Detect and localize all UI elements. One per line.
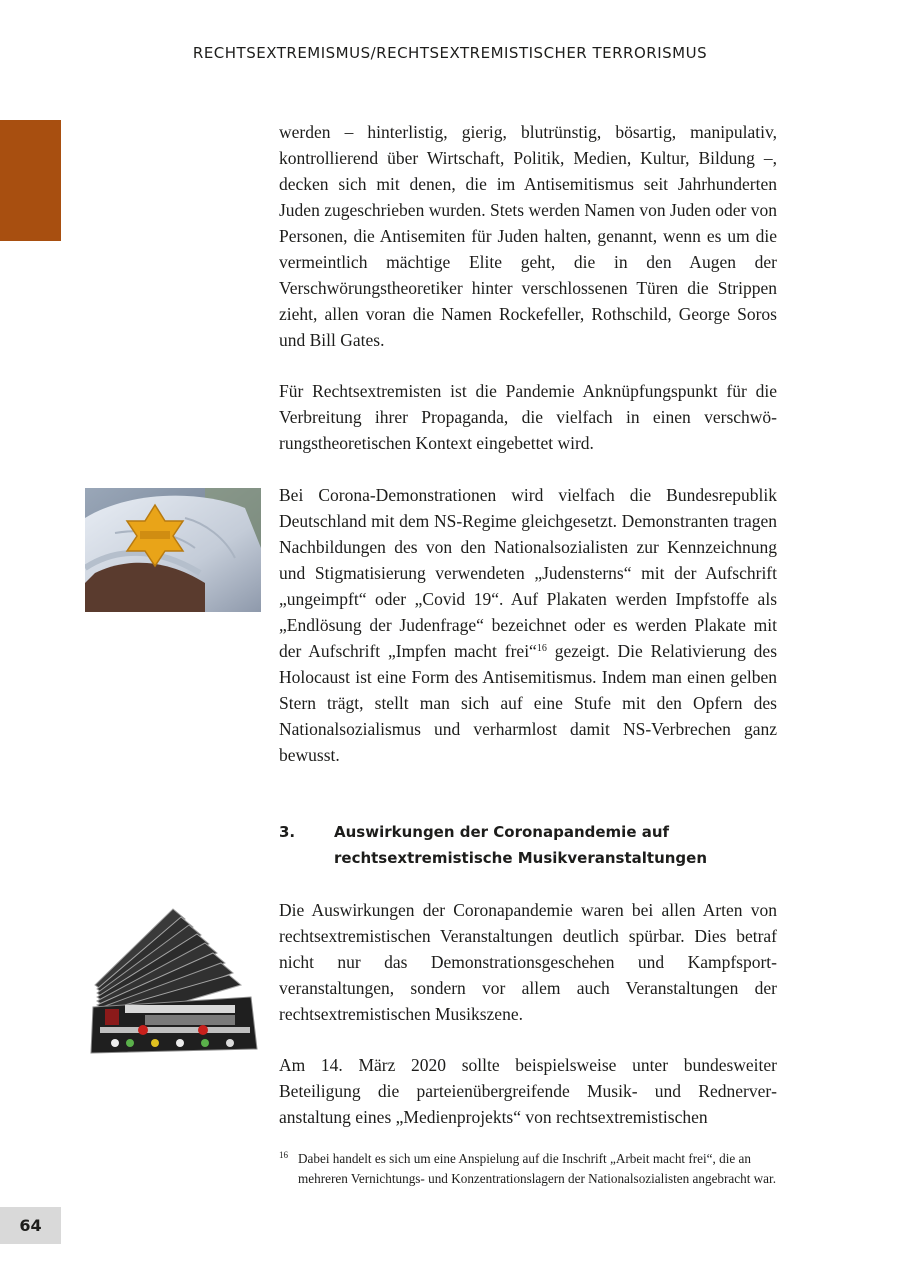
section-title: Auswirkungen der Coronapandemie auf rechtsextremistische Musikveranstaltungen [334,823,708,867]
event-flyers-fan-icon [85,897,261,1057]
paragraph-1: werden – hinterlistig, gierig, blutrünstig, bösartig, manipulativ, kontrollierend über Wirtschaft, Politik, Medien, Kultur, Bildung –, decken sich mit denen, die im Antisemitismus seit Jahrhunderten Juden zugeschrieben wurden. Stets werden Namen von Juden oder von Personen, die Antisemiten für Juden halten, genannt, wenn es um die vermeintlich mächtige Elite geht, die in den Augen der Verschwörungstheoretiker hinter verschlossenen Türen die Strippen zieht, allen voran die Namen Rockefeller, Rothschild, George Soros und Bill Gates. [279,122,777,350]
yellow-star-armband-icon [85,488,261,612]
event-flyers-photo [85,897,261,1057]
paragraph-3 [279,482,777,768]
star-armband-photo [85,488,261,612]
running-head: RECHTSEXTREMISMUS/RECHTSEXTREMISTISCHER TERRORISMUS [192,44,708,62]
footnote-reference[interactable]: 16 [536,643,547,654]
footnote [279,1149,779,1188]
paragraph-4: Die Auswirkungen der Coronapandemie waren bei allen Arten von rechtsextremistischen Veranstaltungen deutlich spürbar. Dies betraf nicht nur das Demonstrationsgeschehen und Kampfsportveranstaltungen, sondern vor allem auch Veranstaltungen der rechtsextremistischen Musikszene. [279,900,777,1024]
footnote-text: Dabei handelt es sich um eine Anspielung auf die Inschrift „Arbeit macht frei“, die an mehreren Vernichtungs- und Konzentrationslagern der Nationalsozialisten angebracht war. [298,1151,776,1186]
chapter-color-tab [0,120,61,241]
paragraph-3-text-a: Bei Corona-Demonstrationen wird vielfach die Bundesrepublik Deutschland mit dem NS-Regime gleichgesetzt. Demonstranten tragen Nachbildungen des von den Nationalsozialisten zur Kennzeichnung und Stigmatisierung verwendeten „Judensterns“ mit der Aufschrift „ungeimpft“ oder „Covid 19“. Auf Plakaten werden Impfstoffe als „Endlösung der Judenfrage“ bezeichnet oder es werden Plakate mit der Aufschrift „Impfen macht frei“ [279,485,777,661]
footnote-number: 16 [279,1150,288,1160]
paragraph-5: Am 14. März 2020 sollte beispielsweise unter bundesweiter Beteiligung die parteienübergreifende Musik- und Rednerveranstaltung eines „Medienprojekts“ von rechtsextremistischen [279,1055,777,1127]
page-number: 64 [0,1207,61,1244]
paragraph-2: Für Rechtsextremisten ist die Pandemie Anknüpfungspunkt für die Verbreitung ihrer Propaganda, die vielfach in einen verschwörungstheoretischen Kontext eingebettet wird. [279,381,777,453]
paragraph-3-text-b: gezeigt. Die Relativierung des Holocaust ist eine Form des Antisemitismus. Indem man einen gelben Stern trägt, stellt man sich auf eine Stufe mit den Opfern des Nationalsozialismus und verharmlost damit NS-Verbrechen ganz bewusst. [279,641,778,765]
section-number: 3. [279,823,296,841]
